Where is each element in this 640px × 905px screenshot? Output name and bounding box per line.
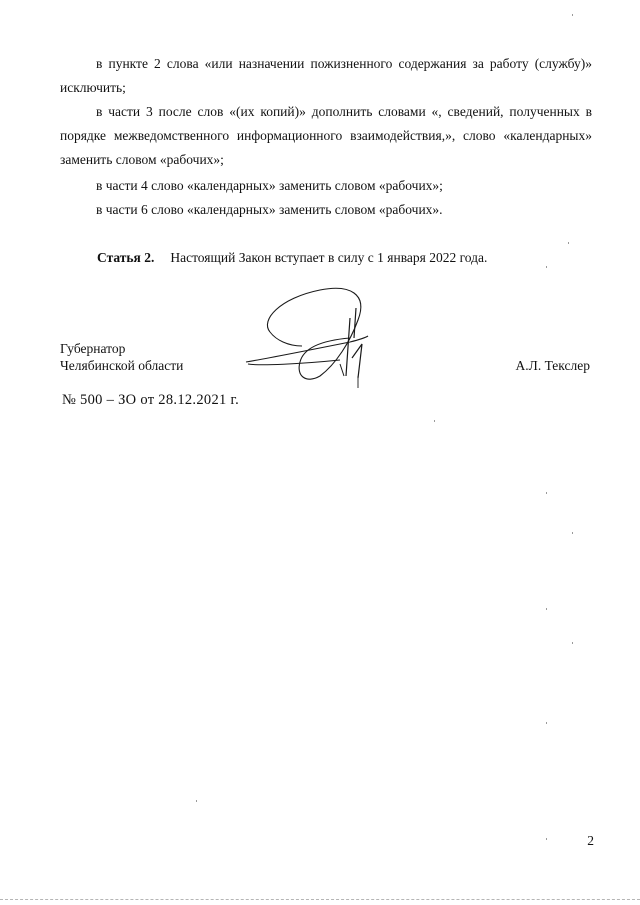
scan-speck <box>572 14 573 16</box>
signatory-title <box>60 340 183 374</box>
page-number: 2 <box>587 833 594 848</box>
scan-speck <box>546 608 547 610</box>
scan-speck <box>196 800 197 802</box>
scan-speck <box>546 266 547 268</box>
scan-speck <box>572 532 573 534</box>
signatory-title-line-1: Губернатор <box>60 341 126 356</box>
signatory-title-line-2: Челябинской области <box>60 358 184 373</box>
paragraph-part-4: в части 4 слово «календарных» заменить словом «рабочих»; <box>96 178 443 193</box>
article-text: Настоящий Закон вступает в силу с 1 января 2022 года. <box>170 250 488 265</box>
paragraph-point-2: в пункте 2 слова «или назначении пожизненного содержания за работу (службу)» исключить; <box>60 56 592 95</box>
scan-speck <box>572 642 573 644</box>
handwritten-signature <box>240 280 380 390</box>
paragraph-part-6: в части 6 слово «календарных» заменить словом «рабочих». <box>96 202 443 217</box>
article-label: Статья 2. <box>97 250 155 265</box>
scan-speck <box>434 420 435 422</box>
scan-speck <box>546 838 547 840</box>
scan-speck <box>546 492 547 494</box>
law-number: № 500 – ЗО от 28.12.2021 г. <box>62 392 240 408</box>
paragraph-part-3: в части 3 после слов «(их копий)» дополнить словами «, сведений, полученных в порядке межведомственного информационного взаимодействия,», слово «календарных» заменить словом «рабочих»; <box>60 104 592 167</box>
scan-speck <box>546 722 547 724</box>
signatory-name: А.Л. Текслер <box>515 358 590 373</box>
article-2 <box>97 246 597 270</box>
scan-edge-line <box>0 899 640 900</box>
scan-speck <box>568 242 569 244</box>
